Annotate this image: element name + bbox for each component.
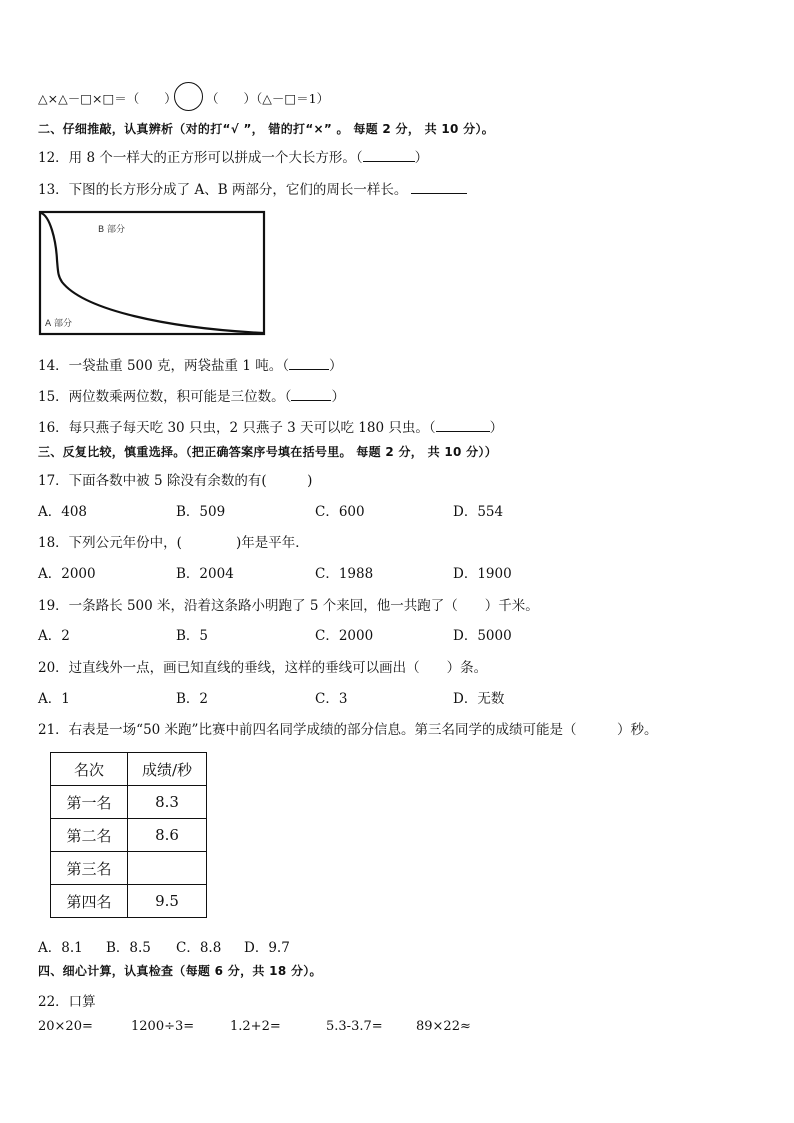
answer-blank[interactable] (289, 357, 329, 370)
table-header: 名次 (51, 753, 128, 786)
question-16: 16．每只燕子每天吃 30 只虫，2 只燕子 3 天可以吃 180 只虫。（ ） (38, 420, 504, 436)
top-expression (38, 89, 177, 107)
question-21: 21．右表是一场“50 米跑”比赛中前四名同学成绩的部分信息。第三名同学的成绩可能是（ ）秒。 (38, 722, 658, 738)
calc-item: 89×22≈ (416, 1019, 471, 1034)
question-14: 14．一袋盐重 500 克，两袋盐重 1 吨。（ ） (38, 358, 343, 374)
option-d[interactable]: D．1900 (453, 566, 512, 582)
option-b[interactable]: B．5 (176, 628, 209, 644)
table-row (51, 786, 207, 819)
section-4-title: 四、细心计算，认真检查（每题 6 分，共 18 分）。 (38, 964, 322, 978)
section-3-title: 三、反复比较，慎重选择。（把正确答案序号填在括号里。 每题 2 分， 共 10 分）） (38, 445, 498, 459)
answer-blank[interactable] (436, 419, 490, 432)
table-cell: 第一名 (51, 786, 128, 819)
question-20: 20．过直线外一点，画已知直线的垂线，这样的垂线可以画出（ ）条。 (38, 660, 488, 676)
calc-item: 1.2+2= (230, 1019, 281, 1034)
label-b: B 部分 (98, 225, 126, 235)
question-12: 12．用 8 个一样大的正方形可以拼成一个大长方形。（ ） (38, 150, 429, 166)
option-d[interactable]: D．无数 (453, 691, 505, 707)
table-header: 成绩/秒 (128, 753, 207, 786)
top-expression-right: （ ）（△－□＝1） (206, 91, 330, 106)
option-b[interactable]: B．8.5 (106, 940, 151, 956)
option-c[interactable]: C．8.8 (176, 940, 222, 956)
rectangle-figure (36, 210, 268, 340)
answer-blank[interactable] (291, 388, 331, 401)
calc-item: 5.3-3.7= (326, 1019, 383, 1034)
option-b[interactable]: B．2004 (176, 566, 234, 582)
option-b[interactable]: B．2 (176, 691, 209, 707)
question-17: 17．下面各数中被 5 除没有余数的有( ) (38, 473, 313, 489)
option-a[interactable]: A．2 (38, 628, 70, 644)
option-a[interactable]: A．1 (38, 691, 70, 707)
table-row (51, 885, 207, 918)
table-header-row (51, 753, 207, 786)
answer-blank[interactable] (411, 181, 467, 194)
table-cell: 第三名 (51, 852, 128, 885)
option-d[interactable]: D．9.7 (244, 940, 290, 956)
table-cell[interactable] (128, 852, 207, 885)
option-a[interactable]: A．8.1 (38, 940, 83, 956)
top-expression-left: △×△－□×□＝（ ） (38, 91, 177, 106)
table-row (51, 852, 207, 885)
question-13: 13．下图的长方形分成了 A、B 两部分，它们的周长一样长。 (38, 178, 467, 198)
question-22: 22．口算 (38, 994, 96, 1010)
table-cell: 9.5 (128, 885, 207, 918)
option-c[interactable]: C．2000 (315, 628, 374, 644)
table-cell: 第二名 (51, 819, 128, 852)
table-cell: 8.3 (128, 786, 207, 819)
question-19: 19．一条路长 500 米，沿着这条路小明跑了 5 个来回，他一共跑了（ ）千米。 (38, 598, 539, 614)
label-a: A 部分 (45, 319, 73, 329)
calc-item: 20×20= (38, 1019, 93, 1034)
question-18: 18．下列公元年份中，( )年是平年． (38, 535, 309, 551)
calc-item: 1200÷3= (131, 1019, 195, 1034)
answer-circle (174, 82, 203, 111)
section-2-title: 二、仔细推敲，认真辨析（对的打“√ ”， 错的打“×” 。 每题 2 分， 共 10 分）。 (38, 122, 495, 136)
question-15: 15．两位数乘两位数，积可能是三位数。（ ） (38, 389, 345, 405)
score-table (50, 752, 207, 918)
table-cell: 第四名 (51, 885, 128, 918)
option-d[interactable]: D．5000 (453, 628, 512, 644)
table-row (51, 819, 207, 852)
option-c[interactable]: C．600 (315, 504, 365, 520)
table-cell: 8.6 (128, 819, 207, 852)
option-a[interactable]: A．2000 (38, 566, 96, 582)
option-d[interactable]: D．554 (453, 504, 504, 520)
option-c[interactable]: C．1988 (315, 566, 374, 582)
dividing-curve (41, 213, 263, 333)
option-c[interactable]: C．3 (315, 691, 348, 707)
answer-blank[interactable] (363, 149, 415, 162)
option-b[interactable]: B．509 (176, 504, 226, 520)
option-a[interactable]: A．408 (38, 504, 88, 520)
